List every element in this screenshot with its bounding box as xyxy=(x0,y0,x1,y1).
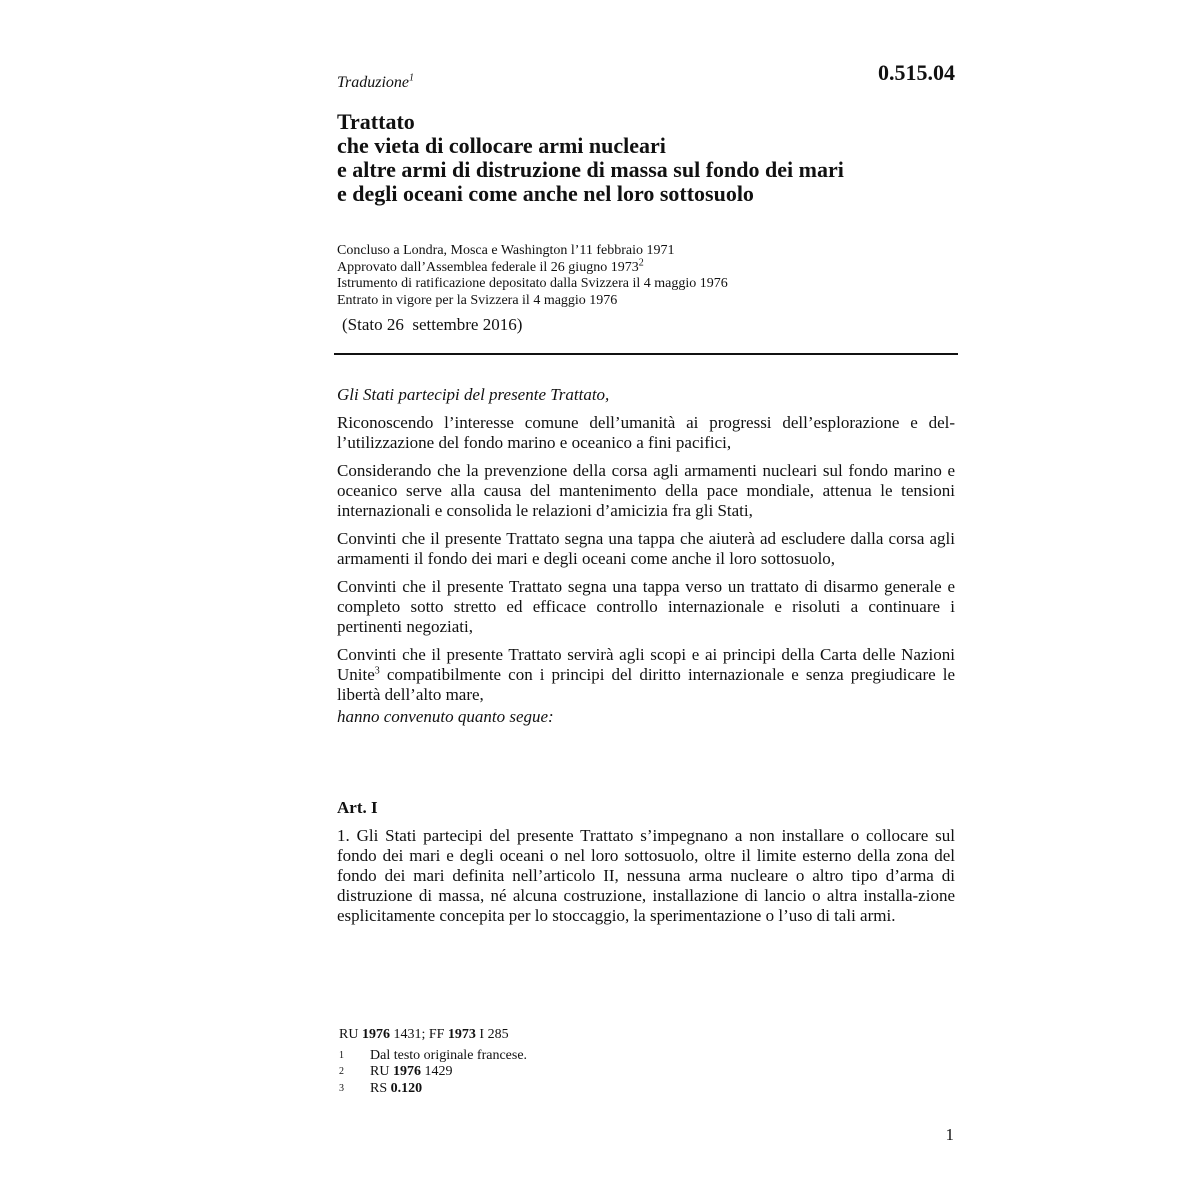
preamble-intro: Gli Stati partecipi del presente Trattato, xyxy=(337,385,610,404)
in-force-line: Entrato in vigore per la Svizzera il 4 maggio 1976 xyxy=(337,292,618,308)
status-date: (Stato 26 settembre 2016) xyxy=(342,315,523,334)
footnote-number: 2 xyxy=(339,1066,344,1077)
footnote-prefix: RS xyxy=(370,1080,391,1096)
preamble-paragraph: Riconoscendo l’interesse comune dell’umanità ai progressi dell’esplorazione e del-l’utilizzazione del fondo marino e oceanico a fini pacifici, xyxy=(337,413,955,452)
classification-number: 0.515.04 xyxy=(878,60,955,85)
footnote-suffix: 1429 xyxy=(420,1064,453,1079)
ratification-line: Istrumento di ratificazione depositato dalla Svizzera il 4 maggio 1976 xyxy=(337,276,728,292)
title-line: Trattato xyxy=(337,109,415,134)
footnote-text: Dal testo originale francese. xyxy=(370,1047,528,1063)
approved-text: Approvato dall’Assemblea federale il 26 giugno 1973 xyxy=(337,259,639,275)
translation-label-text: Traduzione xyxy=(337,74,410,91)
preamble xyxy=(337,385,955,727)
article-heading: Art. I xyxy=(337,798,378,817)
source-year: 1973 xyxy=(447,1027,476,1042)
footnote-text xyxy=(370,1064,452,1081)
footnote-text xyxy=(370,1081,422,1098)
approved-line xyxy=(337,256,728,277)
footnote-bold: 1976 xyxy=(392,1064,421,1079)
footnote-ref-1[interactable]: 1 xyxy=(409,72,415,84)
source-reference xyxy=(339,1027,527,1044)
treaty-metadata xyxy=(337,243,728,309)
page-number: 1 xyxy=(945,1125,954,1144)
source-year: 1976 xyxy=(361,1027,390,1042)
document-title xyxy=(337,110,957,206)
preamble-paragraph xyxy=(337,645,955,705)
footnotes xyxy=(339,1027,527,1097)
source-page: 1431; FF xyxy=(389,1027,448,1042)
footnote-number: 1 xyxy=(339,1049,344,1061)
footnote-item xyxy=(339,1081,527,1098)
source-page: I 285 xyxy=(475,1027,509,1042)
article-section xyxy=(337,798,955,926)
footnote-number: 3 xyxy=(339,1082,344,1094)
preamble-paragraph: Convinti che il presente Trattato segna una tappa che aiuterà ad escludere dalla corsa agli armamenti il fondo dei mari e degli oceani come anche il loro sottosuolo, xyxy=(337,529,955,568)
source-prefix: RU xyxy=(339,1027,362,1042)
footnote-ref-2[interactable]: 2 xyxy=(638,256,644,268)
footnote-bold: 0.120 xyxy=(390,1080,423,1096)
footnote-prefix: RU xyxy=(370,1064,393,1079)
title-line: e degli oceani come anche nel loro sottosuolo xyxy=(337,181,754,206)
preamble-paragraph: Considerando che la prevenzione della corsa agli armamenti nucleari sul fondo marino e oceanico serve alla causa del mantenimento della pace mondiale, attenua le tensioni internazionali e consolida le relazioni d’amicizia fra gli Stati, xyxy=(337,461,955,520)
preamble-last-text-cont: compatibilmente con i principi del diritto internazionale e senza pregiudicare le libertà dell’alto mare, xyxy=(337,665,955,704)
footnote-ref-3[interactable]: 3 xyxy=(374,665,380,677)
footnote-item xyxy=(339,1064,527,1081)
title-line: e altre armi di distruzione di massa sul fondo dei mari xyxy=(337,157,844,182)
article-paragraph: 1. Gli Stati partecipi del presente Trattato s’impegnano a non installare o collocare sul fondo dei mari e degli oceani o nel loro sottosuolo, oltre il limite esterno della zona del fondo dei mari definita nell’articolo II, nessuna arma nucleare o altro tipo d’arma di distruzione di massa, né alcuna costruzione, installazione di lancio o altra installa-zione esplicitamente concepita per lo stoccaggio, la sperimentazione o l’uso di tali armi. xyxy=(337,826,955,925)
header-divider xyxy=(334,353,958,355)
footnote-item xyxy=(339,1048,527,1065)
preamble-paragraph: Convinti che il presente Trattato segna una tappa verso un trattato di disarmo generale e completo sotto stretto ed efficace controllo internazionale e risoluti a continuare i pertinenti negoziati, xyxy=(337,577,955,636)
preamble-last-text: Convinti che il presente Trattato servirà agli scopi e ai principi della Carta delle Nazioni Unite xyxy=(337,645,955,684)
concluded-line: Concluso a Londra, Mosca e Washington l’11 febbraio 1971 xyxy=(337,243,675,258)
preamble-closing: hanno convenuto quanto segue: xyxy=(337,707,554,726)
translation-label xyxy=(337,74,414,92)
title-line: che vieta di collocare armi nucleari xyxy=(337,133,666,158)
